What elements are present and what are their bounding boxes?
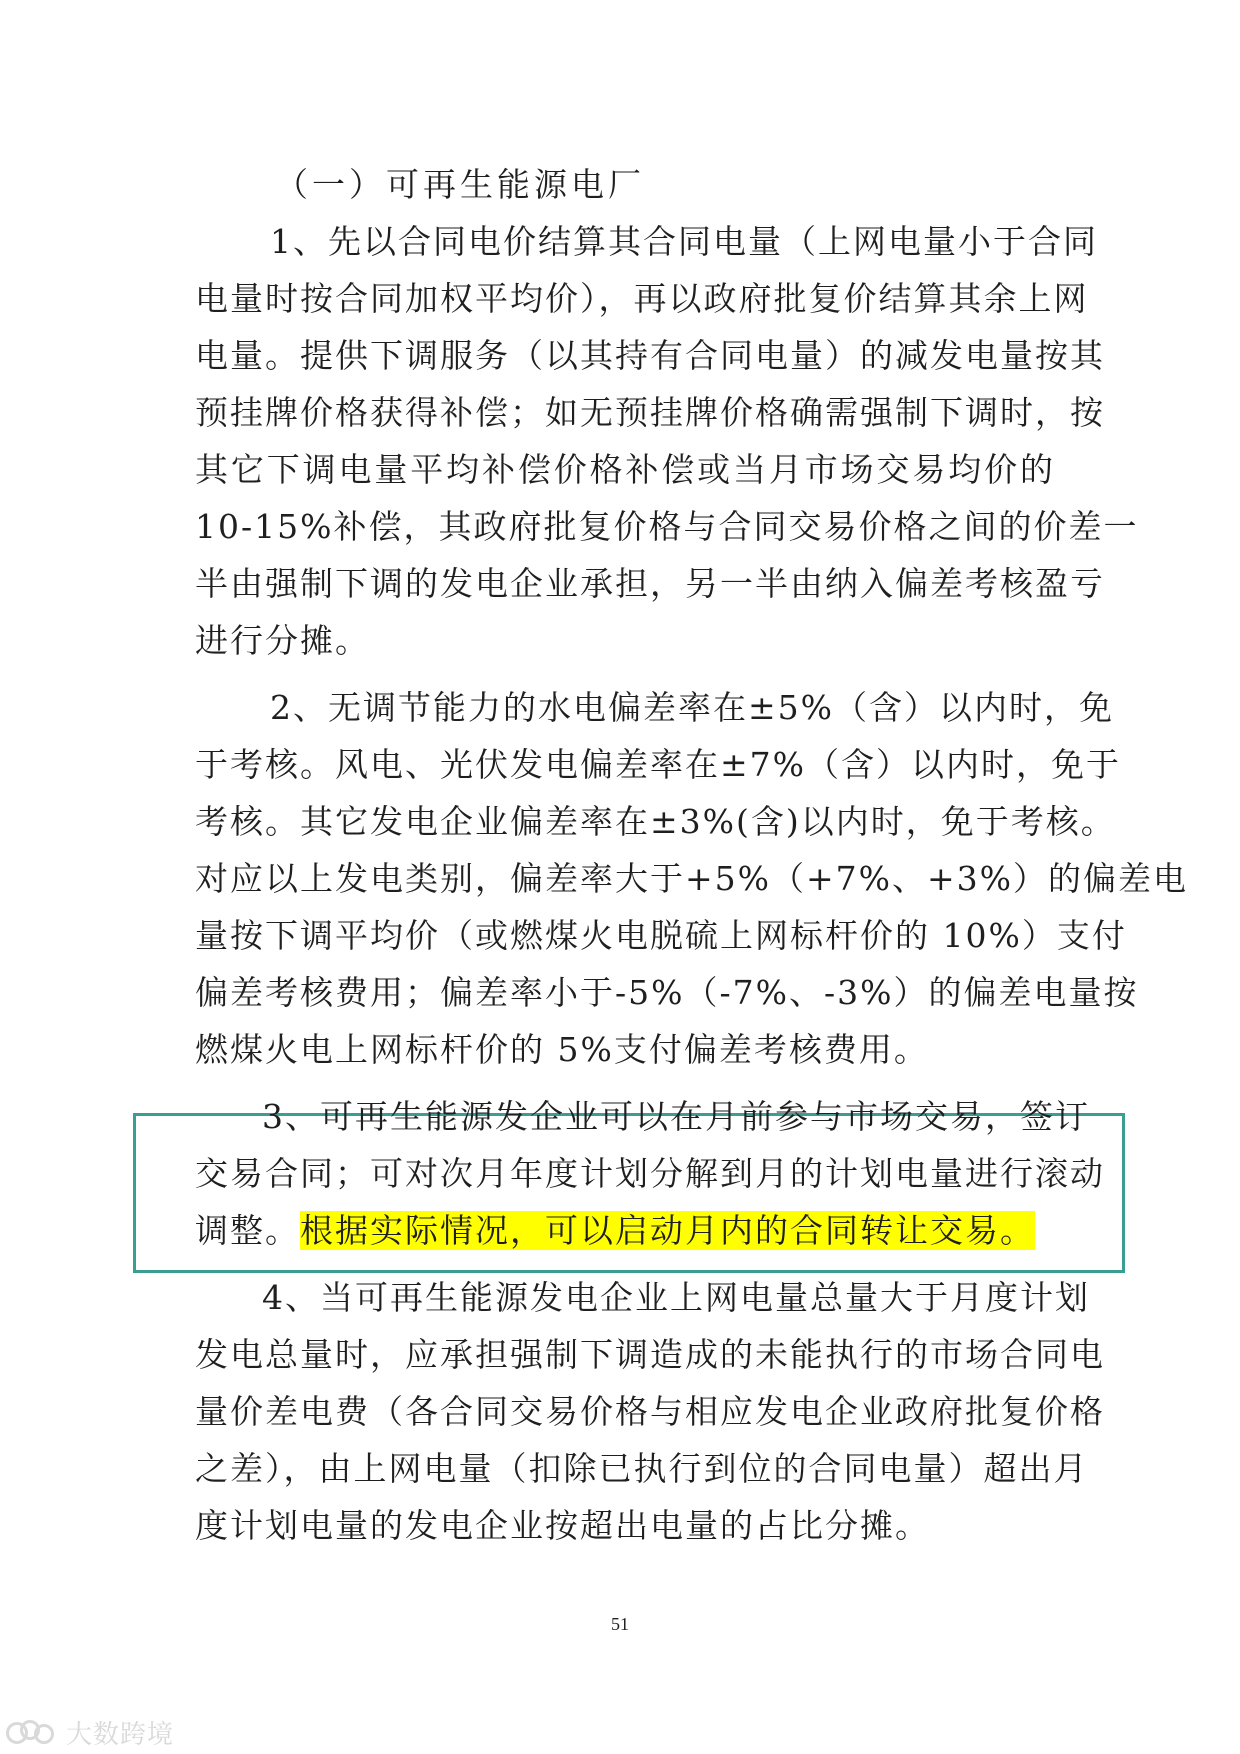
paragraph-4-line-4: 之差），由上网电量（扣除已执行到位的合同电量）超出月 <box>195 1449 1089 1488</box>
paragraph-1-line-3: 电量。提供下调服务（以其持有合同电量）的减发电量按其 <box>195 336 1105 375</box>
paragraph-3-line-3 <box>195 1211 1055 1251</box>
paragraph-3-line-3-prefix: 调整。 <box>195 1211 300 1250</box>
paragraph-4-line-3: 量价差电费（各合同交易价格与相应发电企业政府批复价格 <box>195 1392 1105 1431</box>
paragraph-2-line-3: 考核。其它发电企业偏差率在±3%(含)以内时，免于考核。 <box>195 802 1116 841</box>
watermark-text: 大数跨境 <box>66 1720 175 1750</box>
section-heading: （一）可再生能源电厂 <box>275 165 645 204</box>
paragraph-4-line-1: 4、当可再生能源发电企业上网电量总量大于月度计划 <box>262 1278 1090 1317</box>
paragraph-2-line-7: 燃煤火电上网标杆价的 5%支付偏差考核费用。 <box>195 1030 929 1069</box>
highlighted-text: 根据实际情况，可以启动月内的合同转让交易。 <box>300 1211 1035 1250</box>
paragraph-1-line-2: 电量时按合同加权平均价），再以政府批复价结算其余上网 <box>195 279 1089 318</box>
paragraph-1-line-7: 半由强制下调的发电企业承担，另一半由纳入偏差考核盈亏 <box>195 564 1105 603</box>
paragraph-4-line-5: 度计划电量的发电企业按超出电量的占比分摊。 <box>195 1506 930 1545</box>
paragraph-2-line-2: 于考核。风电、光伏发电偏差率在±7%（含）以内时，免于 <box>195 745 1122 784</box>
paragraph-4-line-2: 发电总量时，应承担强制下调造成的未能执行的市场合同电 <box>195 1335 1105 1374</box>
watermark <box>6 1714 174 1751</box>
paragraph-2-line-1: 2、无调节能力的水电偏差率在±5%（含）以内时，免 <box>270 688 1114 727</box>
page-number: 51 <box>611 1614 629 1634</box>
paragraph-2-line-4: 对应以上发电类别，偏差率大于+5%（+7%、+3%）的偏差电 <box>195 859 1189 898</box>
brand-logo-icon <box>6 1718 60 1748</box>
paragraph-3-line-2: 交易合同；可对次月年度计划分解到月的计划电量进行滚动 <box>195 1154 1105 1193</box>
paragraph-1-line-5: 其它下调电量平均补偿价格补偿或当月市场交易均价的 <box>195 450 1055 489</box>
paragraph-3-line-1: 3、可再生能源发企业可以在月前参与市场交易，签订 <box>262 1097 1090 1136</box>
paragraph-2-line-6: 偏差考核费用；偏差率小于-5%（-7%、-3%）的偏差电量按 <box>195 973 1139 1012</box>
paragraph-1-line-8: 进行分摊。 <box>195 621 370 660</box>
paragraph-2-line-5: 量按下调平均价（或燃煤火电脱硫上网标杆价的 10%）支付 <box>195 916 1127 955</box>
paragraph-1-line-6: 10-15%补偿，其政府批复价格与合同交易价格之间的价差一 <box>195 507 1139 546</box>
paragraph-1-line-1: 1、先以合同电价结算其合同电量（上网电量小于合同 <box>270 222 1098 261</box>
paragraph-1-line-4: 预挂牌价格获得补偿；如无预挂牌价格确需强制下调时，按 <box>195 393 1105 432</box>
